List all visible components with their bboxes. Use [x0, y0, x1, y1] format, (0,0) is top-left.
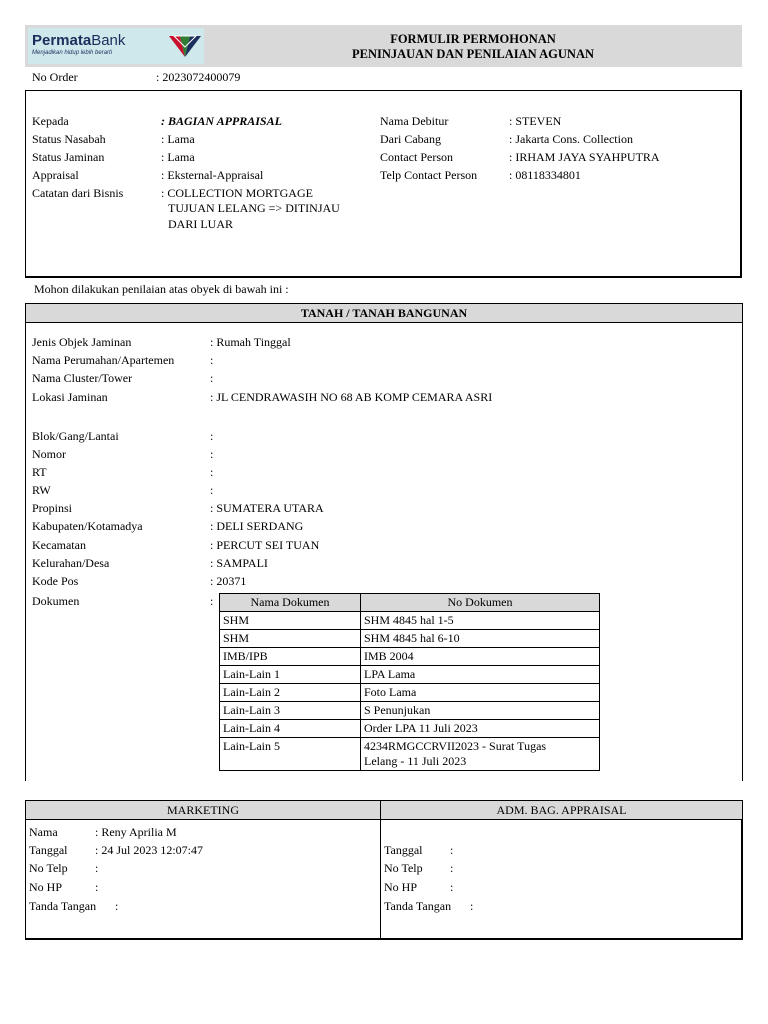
dokumen-name: Lain-Lain 5: [220, 738, 361, 771]
dokumen-table-header: [220, 594, 600, 612]
table-row: [220, 702, 600, 720]
adm-telp-label: No Telp: [384, 861, 423, 875]
catatan-value: : COLLECTION MORTGAGE: [161, 186, 313, 200]
blok-value: :: [210, 429, 214, 443]
nama-cluster-label: Nama Cluster/Tower: [32, 371, 133, 385]
form-title-line1: FORMULIR PERMOHONAN: [390, 32, 556, 46]
dokumen-no-line1: 4234RMGCCRVII2023 - Surat Tugas: [364, 739, 547, 753]
catatan-label: Catatan dari Bisnis: [32, 186, 124, 200]
propinsi-label: Propinsi: [32, 501, 73, 515]
dokumen-value: :: [210, 594, 214, 608]
status-jaminan-value: : Lama: [161, 150, 195, 164]
marketing-telp-label: No Telp: [29, 861, 68, 875]
dokumen-no: Foto Lama: [361, 684, 600, 702]
adm-ttd-label: Tanda Tangan: [384, 899, 452, 913]
dokumen-no: SHM 4845 hal 1-5: [361, 612, 600, 630]
table-row: [220, 666, 600, 684]
col-nama-dokumen: Nama Dokumen: [220, 594, 361, 612]
kabupaten-value: : DELI SERDANG: [210, 519, 304, 533]
appraisal-value: : Eksternal-Appraisal: [161, 168, 264, 182]
telp-contact-value: : 08118334801: [509, 168, 581, 182]
signature-divider: [380, 820, 381, 940]
telp-contact-label: Telp Contact Person: [380, 168, 478, 182]
adm-hp-label: No HP: [384, 880, 418, 894]
dokumen-name: SHM: [220, 612, 361, 630]
logo-wordmark: PermataBank: [32, 32, 126, 49]
adm-tanggal-value: :: [450, 843, 454, 857]
table-row: [220, 720, 600, 738]
dokumen-no: LPA Lama: [361, 666, 600, 684]
dokumen-name: IMB/IPB: [220, 648, 361, 666]
jenis-objek-value: : Rumah Tinggal: [210, 335, 291, 349]
blok-label: Blok/Gang/Lantai: [32, 429, 119, 443]
nama-perumahan-label: Nama Perumahan/Apartemen: [32, 353, 175, 367]
dokumen-name: SHM: [220, 630, 361, 648]
contact-person-label: Contact Person: [380, 150, 453, 164]
kode-pos-label: Kode Pos: [32, 574, 79, 588]
kelurahan-value: : SAMPALI: [210, 556, 268, 570]
kelurahan-label: Kelurahan/Desa: [32, 556, 110, 570]
dari-cabang-label: Dari Cabang: [380, 132, 441, 146]
marketing-header: MARKETING: [25, 800, 381, 820]
adm-ttd-value: :: [470, 899, 474, 913]
nama-debitur-value: : STEVEN: [509, 114, 562, 128]
catatan-line3: DARI LUAR: [168, 217, 233, 231]
dokumen-no: Order LPA 11 Juli 2023: [361, 720, 600, 738]
dokumen-name: Lain-Lain 3: [220, 702, 361, 720]
nama-cluster-value: :: [210, 371, 214, 385]
section-tanah-header: TANAH / TANAH BANGUNAN: [25, 303, 743, 323]
adm-hp-value: :: [450, 880, 454, 894]
form-title-line2: PENINJAUAN DAN PENILAIAN AGUNAN: [351, 47, 595, 61]
status-jaminan-label: Status Jaminan: [32, 150, 105, 164]
adm-telp-value: :: [450, 861, 454, 875]
dokumen-name: Lain-Lain 1: [220, 666, 361, 684]
kecamatan-label: Kecamatan: [32, 538, 86, 552]
marketing-telp-value: :: [95, 861, 99, 875]
dokumen-no: IMB 2004: [361, 648, 600, 666]
kode-pos-value: : 20371: [210, 574, 247, 588]
marketing-hp-label: No HP: [29, 880, 63, 894]
marketing-tanggal-value: : 24 Jul 2023 12:07:47: [95, 843, 204, 857]
status-nasabah-value: : Lama: [161, 132, 195, 146]
marketing-ttd-value: :: [115, 899, 119, 913]
dokumen-name: Lain-Lain 2: [220, 684, 361, 702]
dokumen-no-multiline: [361, 738, 600, 771]
request-text: Mohon dilakukan penilaian atas obyek di bawah ini :: [34, 282, 289, 296]
appraisal-label: Appraisal: [32, 168, 79, 182]
propinsi-value: : SUMATERA UTARA: [210, 501, 324, 515]
kabupaten-label: Kabupaten/Kotamadya: [32, 519, 143, 533]
order-value: : 2023072400079: [156, 70, 241, 84]
nama-debitur-label: Nama Debitur: [380, 114, 449, 128]
permata-bank-logo: [28, 28, 204, 64]
marketing-hp-value: :: [95, 880, 99, 894]
kepada-value: : BAGIAN APPRAISAL: [161, 114, 282, 128]
logo-diamond-icon: [168, 33, 202, 59]
rt-label: RT: [32, 465, 47, 479]
status-nasabah-label: Status Nasabah: [32, 132, 106, 146]
table-row: [220, 612, 600, 630]
marketing-ttd-label: Tanda Tangan: [29, 899, 97, 913]
table-row: [220, 738, 600, 771]
logo-tagline: Menjadikan hidup lebih berarti: [32, 50, 113, 56]
rw-label: RW: [32, 483, 51, 497]
col-no-dokumen: No Dokumen: [361, 594, 600, 612]
order-label: No Order: [32, 70, 78, 84]
contact-person-value: : IRHAM JAYA SYAHPUTRA: [509, 150, 660, 164]
dokumen-name: Lain-Lain 4: [220, 720, 361, 738]
nama-perumahan-value: :: [210, 353, 214, 367]
marketing-tanggal-label: Tanggal: [29, 843, 68, 857]
dari-cabang-value: : Jakarta Cons. Collection: [509, 132, 633, 146]
marketing-nama-label: Nama: [29, 825, 58, 839]
dokumen-table: [219, 593, 600, 771]
lokasi-jaminan-label: Lokasi Jaminan: [32, 390, 108, 404]
section-left-border: [25, 323, 26, 781]
marketing-nama-value: : Reny Aprilia M: [95, 825, 177, 839]
nomor-value: :: [210, 447, 214, 461]
table-row: [220, 684, 600, 702]
kepada-label: Kepada: [32, 114, 69, 128]
rw-value: :: [210, 483, 214, 497]
catatan-line2: TUJUAN LELANG => DITINJAU: [168, 201, 340, 215]
lokasi-jaminan-value: : JL CENDRAWASIH NO 68 AB KOMP CEMARA ASRI: [210, 390, 493, 404]
dokumen-label: Dokumen: [32, 594, 80, 608]
nomor-label: Nomor: [32, 447, 66, 461]
dokumen-no: S Penunjukan: [361, 702, 600, 720]
dokumen-no-line2: Lelang - 11 Juli 2023: [364, 754, 467, 768]
adm-appraisal-header: ADM. BAG. APPRAISAL: [380, 800, 743, 820]
dokumen-no: SHM 4845 hal 6-10: [361, 630, 600, 648]
kecamatan-value: : PERCUT SEI TUAN: [210, 538, 320, 552]
adm-tanggal-label: Tanggal: [384, 843, 423, 857]
section-right-border: [742, 323, 743, 781]
rt-value: :: [210, 465, 214, 479]
table-row: [220, 630, 600, 648]
jenis-objek-label: Jenis Objek Jaminan: [32, 335, 132, 349]
table-row: [220, 648, 600, 666]
